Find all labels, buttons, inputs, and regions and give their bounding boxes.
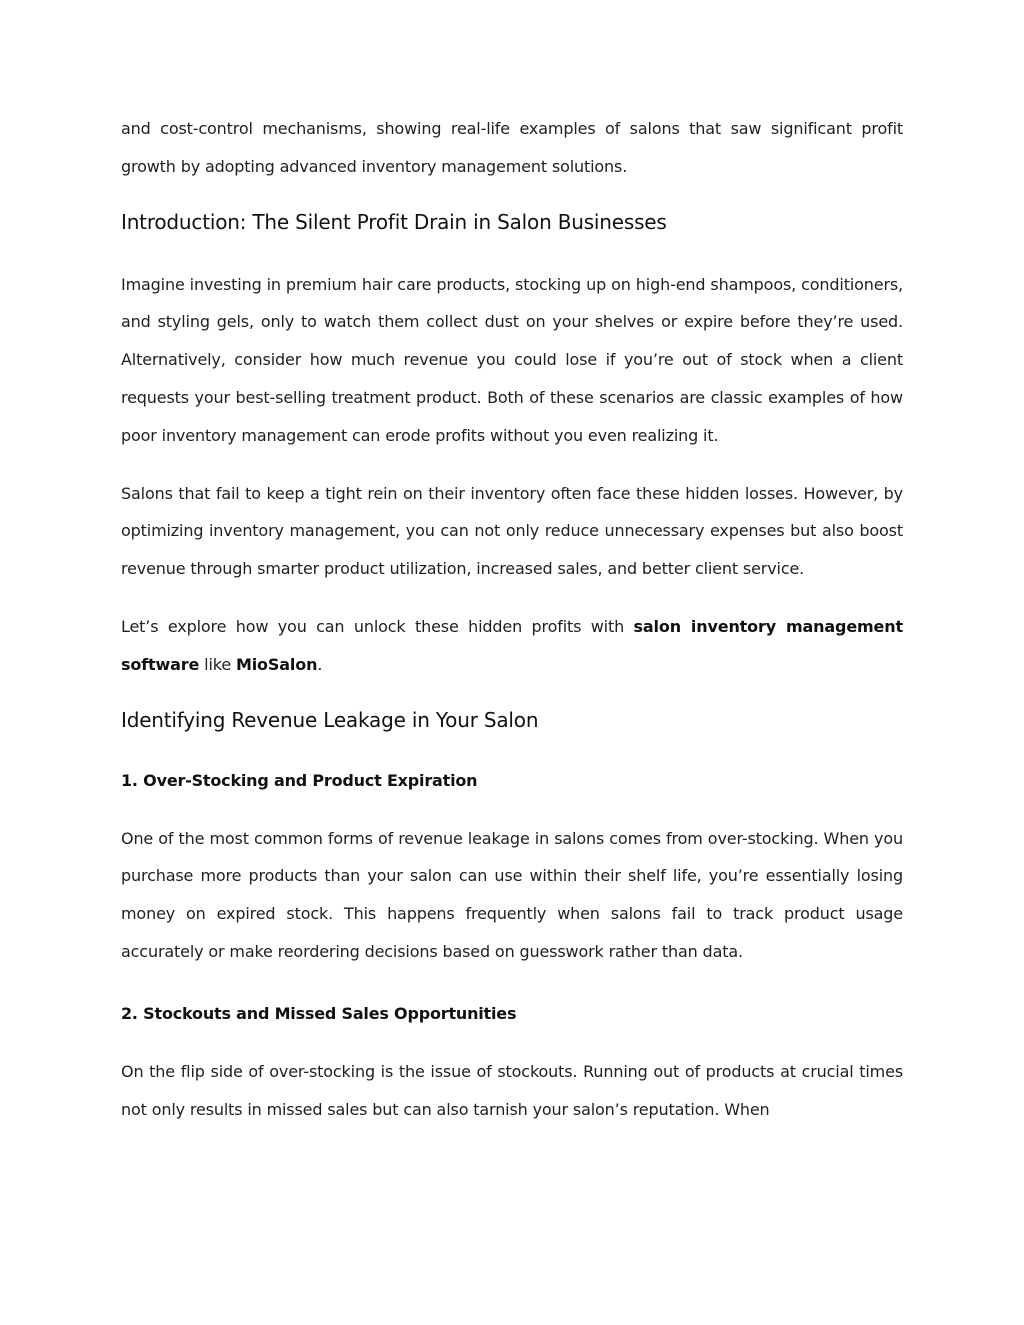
explore-text-before: Let’s explore how you can unlock these hidden profits with [121, 616, 634, 636]
imagine-paragraph: Imagine investing in premium hair care products, stocking up on high-end shampoos, conditioners, and styling gels, only to watch them collect dust on your shelves or expire before they’re used. Alternatively, consider how much revenue you could lose if you’re out of stock when a client requests your best-selling treatment product. Both of these scenarios are classic examples of how poor inventory management can erode profits without you even realizing it. [121, 274, 903, 445]
explore-paragraph [121, 608, 903, 684]
document-page [121, 110, 903, 1128]
introduction-heading: Introduction: The Silent Profit Drain in Salon Businesses [121, 209, 667, 234]
stockouts-subheading: 2. Stockouts and Missed Sales Opportunities [121, 1003, 517, 1023]
intro-continuation-paragraph: and cost-control mechanisms, showing real-life examples of salons that saw significant profit growth by adopting advanced inventory management solutions. [121, 119, 903, 176]
overstocking-subheading: 1. Over-Stocking and Product Expiration [121, 770, 478, 790]
explore-text-end: . [317, 654, 323, 674]
explore-text-like: like [199, 654, 236, 674]
stockouts-paragraph: On the flip side of over-stocking is the issue of stockouts. Running out of products at crucial times not only results in missed sales but can also tarnish your salon’s reputation. When [121, 1061, 903, 1119]
salons-paragraph: Salons that fail to keep a tight rein on their inventory often face these hidden losses. However, by optimizing inventory management, you can not only reduce unnecessary expenses but also boost revenue through smarter product utilization, increased sales, and better client service. [121, 483, 903, 579]
identifying-heading: Identifying Revenue Leakage in Your Salon [121, 707, 539, 732]
overstocking-paragraph: One of the most common forms of revenue leakage in salons comes from over-stocking. When you purchase more products than your salon can use within their shelf life, you’re essentially losing money on expired stock. This happens frequently when salons fail to track product usage accurately or make reordering decisions based on guesswork rather than data. [121, 828, 903, 961]
brand-bold-text: MioSalon [235, 654, 318, 674]
software-bold-text: salon inventory management software [121, 616, 903, 674]
